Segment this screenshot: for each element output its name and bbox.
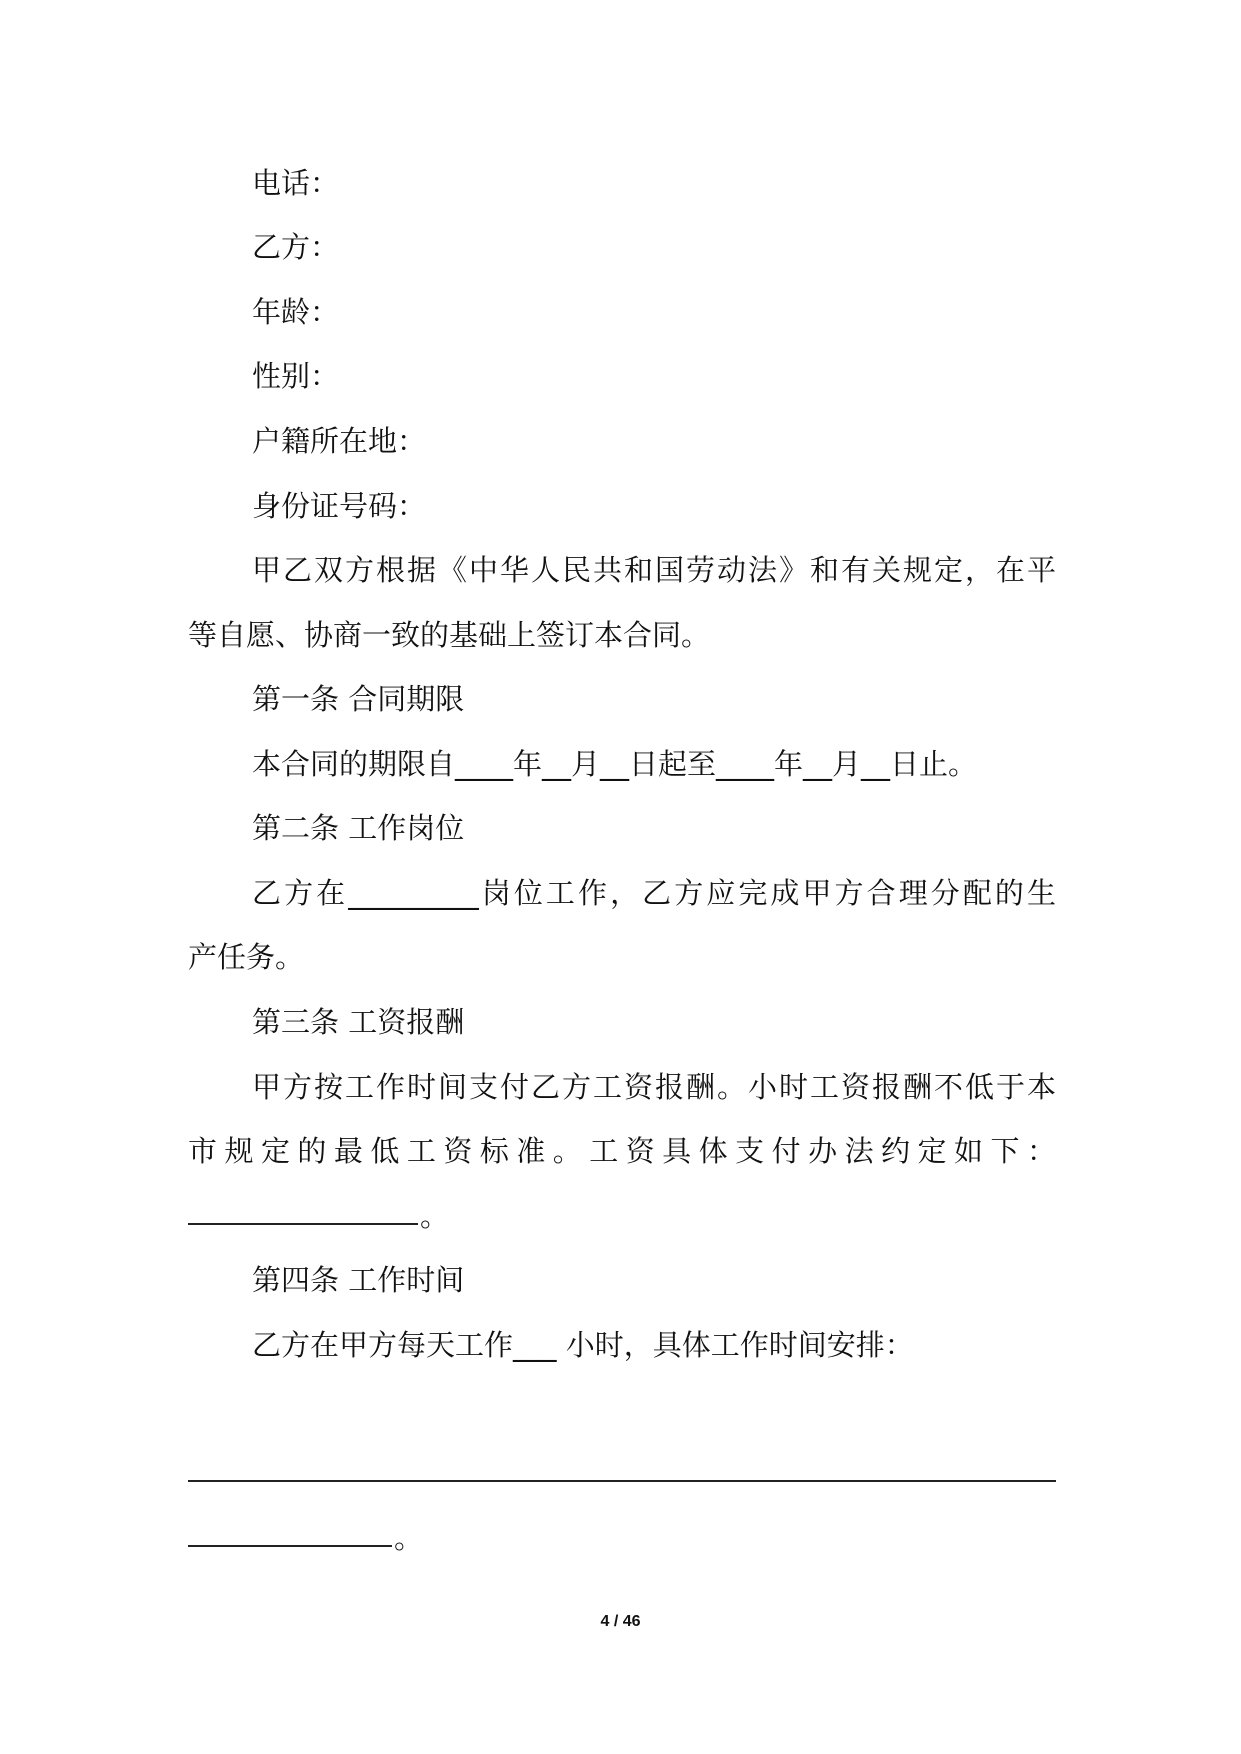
field-phone: 电话： bbox=[252, 166, 340, 200]
article-2-heading: 第二条 工作岗位 bbox=[252, 811, 465, 845]
preamble-line-2: 等自愿、协商一致的基础上签订本合同。 bbox=[188, 618, 711, 652]
article-3-blank-line bbox=[188, 1223, 418, 1225]
field-age: 年龄： bbox=[252, 295, 340, 329]
article-4-blank-line-long bbox=[188, 1480, 1056, 1482]
article-2-line-2: 产任务。 bbox=[188, 940, 305, 974]
article-1-text: 本合同的期限自____年__月__日起至____年__月__日止。 bbox=[252, 747, 978, 781]
article-4-line-3-period: 。 bbox=[394, 1521, 424, 1555]
article-2-line-1: 乙方在_________岗位工作，乙方应完成甲方合理分配的生 bbox=[252, 876, 1056, 910]
article-3-line-2: 市规定的最低工资标准。工资具体支付办法约定如下： bbox=[188, 1134, 1056, 1168]
field-id-number: 身份证号码： bbox=[252, 489, 427, 523]
article-1-heading: 第一条 合同期限 bbox=[252, 682, 465, 716]
field-household-registration: 户籍所在地： bbox=[252, 424, 427, 458]
article-3-line-1: 甲方按工作时间支付乙方工资报酬。小时工资报酬不低于本 bbox=[252, 1070, 1056, 1104]
article-3-line-3-period: 。 bbox=[420, 1199, 450, 1233]
article-3-heading: 第三条 工资报酬 bbox=[252, 1005, 465, 1039]
page-number: 4 / 46 bbox=[600, 1613, 641, 1630]
field-party-b: 乙方： bbox=[252, 230, 340, 264]
article-4-heading: 第四条 工作时间 bbox=[252, 1263, 465, 1297]
field-gender: 性别： bbox=[252, 359, 340, 393]
article-4-blank-line-short bbox=[188, 1545, 392, 1547]
preamble-line-1: 甲乙双方根据《中华人民共和国劳动法》和有关规定，在平 bbox=[252, 553, 1056, 587]
article-4-line-1: 乙方在甲方每天工作___ 小时，具体工作时间安排： bbox=[252, 1328, 914, 1362]
